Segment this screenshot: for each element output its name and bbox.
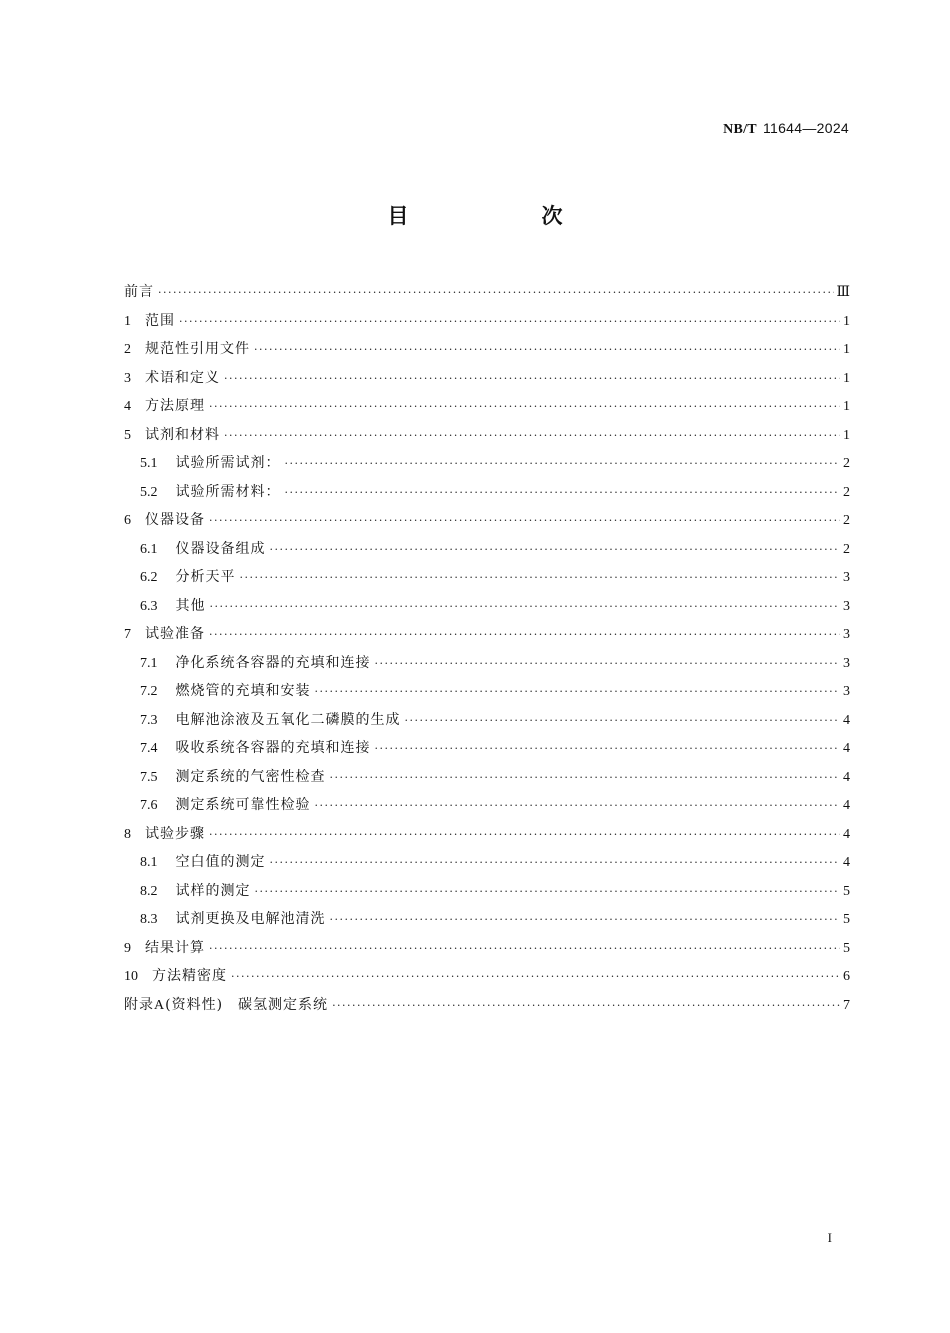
toc-entry-number: 2	[124, 342, 131, 357]
page-title: 目 次	[387, 204, 619, 228]
toc-entry[interactable]	[124, 423, 850, 452]
toc-entry[interactable]	[124, 508, 850, 537]
toc-entry-number: 6.3	[140, 598, 158, 614]
toc-entry-label	[124, 508, 205, 533]
toc-entry-title: 仪器设备组成	[175, 540, 266, 557]
standard-code-prefix: NB/T	[723, 122, 757, 137]
toc-entry-number: 9	[124, 940, 131, 956]
toc-entry-label	[124, 423, 220, 448]
toc-dot-leader	[224, 367, 840, 391]
toc-entry-number: 6	[124, 513, 131, 528]
toc-entry-page: 2	[843, 513, 850, 528]
toc-dot-leader	[330, 766, 841, 790]
toc-entry[interactable]	[124, 793, 850, 822]
toc-entry[interactable]	[124, 679, 850, 708]
toc-entry-title: 试验所需试剂：	[175, 455, 281, 471]
toc-entry-page: 3	[843, 627, 850, 642]
toc-entry-number: 7.2	[140, 684, 158, 699]
toc-entry-number: 7.5	[140, 769, 158, 785]
toc-dot-leader	[179, 310, 840, 334]
toc-entry-label	[124, 993, 328, 1018]
toc-entry-title: 前言	[124, 284, 154, 300]
toc-entry-label	[124, 622, 205, 647]
toc-entry-page: 5	[843, 883, 850, 899]
toc-dot-leader	[209, 823, 840, 847]
toc-entry-label	[124, 309, 175, 334]
toc-entry-label	[124, 936, 205, 961]
toc-entry[interactable]	[124, 537, 850, 566]
toc-entry[interactable]	[124, 366, 850, 395]
toc-entry-number: 7.3	[140, 712, 158, 728]
toc-entry[interactable]	[124, 594, 850, 623]
toc-entry-page: 1	[843, 399, 850, 414]
toc-entry-label	[124, 480, 281, 505]
toc-entry-number: 4	[124, 399, 131, 414]
toc-entry-title: 试剂和材料	[145, 426, 220, 443]
toc-dot-leader	[285, 481, 841, 505]
toc-entry-label	[124, 879, 251, 904]
toc-entry-number: 7.1	[140, 655, 158, 671]
toc-dot-leader	[315, 680, 841, 704]
toc-entry-page: 2	[843, 484, 850, 500]
toc-entry-label	[124, 765, 326, 790]
toc-dot-leader	[285, 452, 841, 476]
toc-entry-number: 8.3	[140, 912, 158, 927]
toc-entry-page: 2	[843, 456, 850, 471]
toc-entry-page: 4	[843, 712, 850, 728]
toc-entry-page: 3	[843, 570, 850, 585]
toc-dot-leader	[210, 595, 841, 619]
toc-entry-title: 测定系统可靠性检验	[175, 797, 311, 813]
toc-entry-number: 5	[124, 427, 131, 443]
page-number: I	[827, 1230, 832, 1245]
toc-dot-leader	[255, 880, 841, 904]
toc-entry-page: 7	[843, 997, 850, 1013]
toc-dot-leader	[231, 965, 840, 989]
toc-entry[interactable]	[124, 394, 850, 423]
toc-entry[interactable]	[124, 565, 850, 594]
toc-entry[interactable]	[124, 451, 850, 480]
toc-entry-page: 4	[843, 826, 850, 842]
toc-entry-title: 规范性引用文件	[145, 341, 250, 357]
toc-dot-leader	[209, 509, 840, 533]
toc-entry-number: 6.1	[140, 541, 158, 557]
toc-dot-leader	[315, 794, 841, 818]
toc-entry-title: 空白值的测定	[175, 854, 266, 870]
toc-dot-leader	[209, 937, 840, 961]
toc-entry-number: 附录A	[124, 997, 166, 1013]
toc-entry-label	[124, 822, 205, 847]
toc-entry[interactable]	[124, 936, 850, 965]
toc-entry-label	[124, 565, 236, 590]
toc-entry-label	[124, 537, 266, 562]
toc-entry-title: 电解池涂液及五氧化二磷膜的生成	[175, 711, 401, 728]
toc-entry-page: 5	[843, 912, 850, 927]
toc-entry-title: 试验准备	[145, 626, 205, 642]
toc-dot-leader	[375, 737, 841, 761]
toc-entry-title: 燃烧管的充填和安装	[175, 683, 311, 699]
toc-entry-label	[124, 280, 154, 304]
toc-entry-number: 7.6	[140, 798, 158, 813]
toc-entry-label	[124, 964, 227, 989]
toc-entry-page: Ⅲ	[836, 285, 850, 300]
toc-entry-page: 1	[843, 370, 850, 386]
toc-entry-label	[124, 451, 281, 476]
toc-dot-leader	[209, 623, 840, 647]
toc-dot-leader	[405, 709, 841, 733]
toc-entry-title: 净化系统各容器的充填和连接	[175, 654, 371, 671]
toc-entry-title: 试剂更换及电解池清洗	[175, 911, 326, 927]
toc-entry-title: 方法原理	[145, 398, 205, 414]
toc-entry-label	[124, 708, 401, 733]
toc-entry-number: 1	[124, 313, 131, 329]
toc-entry-number: 8	[124, 826, 131, 842]
toc-entry[interactable]	[124, 879, 850, 908]
toc-entry-number: 5.1	[140, 456, 158, 471]
toc-dot-leader	[158, 281, 834, 305]
toc-entry-title: 试验所需材料：	[175, 483, 281, 500]
toc-entry[interactable]	[124, 622, 850, 651]
toc-entry[interactable]	[124, 708, 850, 737]
toc-entry-page: 6	[843, 969, 850, 984]
toc-entry-page: 1	[843, 342, 850, 357]
toc-dot-leader	[240, 566, 841, 590]
toc-entry-number: 7	[124, 627, 131, 642]
toc-dot-leader	[270, 538, 841, 562]
toc-entry[interactable]	[124, 765, 850, 794]
toc-entry[interactable]	[124, 337, 850, 366]
toc-entry-label	[124, 594, 206, 619]
toc-entry-title: 结果计算	[145, 939, 205, 956]
toc-entry-page: 3	[843, 598, 850, 614]
toc-entry-label	[124, 394, 205, 419]
toc-entry-number: 8.1	[140, 855, 158, 870]
toc-entry-title: 其他	[175, 597, 206, 614]
toc-entry-title: 吸收系统各容器的充填和连接	[175, 740, 371, 756]
toc-entry[interactable]	[124, 907, 850, 936]
table-of-contents	[124, 280, 850, 1021]
toc-entry-page: 5	[843, 940, 850, 956]
toc-entry-number: 5.2	[140, 484, 158, 500]
toc-entry-number: 3	[124, 370, 131, 386]
toc-entry-page: 2	[843, 541, 850, 557]
toc-entry[interactable]	[124, 309, 850, 338]
toc-entry-page: 1	[843, 427, 850, 443]
toc-entry[interactable]	[124, 736, 850, 765]
toc-entry-title: 试样的测定	[175, 882, 251, 899]
toc-entry[interactable]	[124, 651, 850, 680]
toc-entry-label	[124, 366, 220, 391]
toc-dot-leader	[332, 994, 840, 1018]
toc-entry-title: 方法精密度	[152, 968, 227, 984]
toc-entry-label	[124, 736, 371, 761]
toc-entry[interactable]	[124, 993, 850, 1022]
toc-entry-number: 7.4	[140, 741, 158, 756]
toc-entry-label	[124, 679, 311, 704]
toc-entry[interactable]	[124, 964, 850, 993]
toc-dot-leader	[209, 395, 840, 419]
toc-entry-label	[124, 793, 311, 818]
toc-dot-leader	[330, 908, 841, 932]
toc-entry[interactable]	[124, 850, 850, 879]
toc-entry-label	[124, 337, 250, 362]
toc-entry-number: 6.2	[140, 570, 158, 585]
standard-code	[723, 120, 849, 138]
toc-dot-leader	[375, 652, 841, 676]
toc-entry-title: 仪器设备	[145, 512, 205, 528]
standard-code-number: 11644—2024	[762, 120, 849, 136]
toc-entry-label	[124, 651, 371, 676]
toc-dot-leader	[254, 338, 840, 362]
toc-entry[interactable]	[124, 280, 850, 309]
toc-dot-leader	[224, 424, 840, 448]
toc-entry-title: 试验步骤	[145, 825, 205, 842]
toc-entry[interactable]	[124, 480, 850, 509]
toc-entry-number: 8.2	[140, 883, 158, 899]
toc-entry[interactable]	[124, 822, 850, 851]
toc-entry-page: 3	[843, 655, 850, 671]
toc-entry-page: 3	[843, 684, 850, 699]
toc-entry-page: 4	[843, 798, 850, 813]
toc-entry-page: 4	[843, 769, 850, 785]
toc-entry-title: (资料性) 碳氢测定系统	[165, 996, 329, 1013]
toc-entry-title: 范围	[145, 312, 175, 329]
toc-entry-label	[124, 850, 266, 875]
toc-dot-leader	[270, 851, 841, 875]
toc-entry-title: 测定系统的气密性检查	[175, 768, 326, 785]
toc-entry-title: 术语和定义	[145, 369, 220, 386]
toc-entry-page: 1	[843, 313, 850, 329]
toc-entry-title: 分析天平	[175, 569, 236, 585]
toc-entry-label	[124, 907, 326, 932]
toc-entry-number: 10	[124, 969, 138, 984]
toc-entry-page: 4	[843, 855, 850, 870]
toc-entry-page: 4	[843, 741, 850, 756]
